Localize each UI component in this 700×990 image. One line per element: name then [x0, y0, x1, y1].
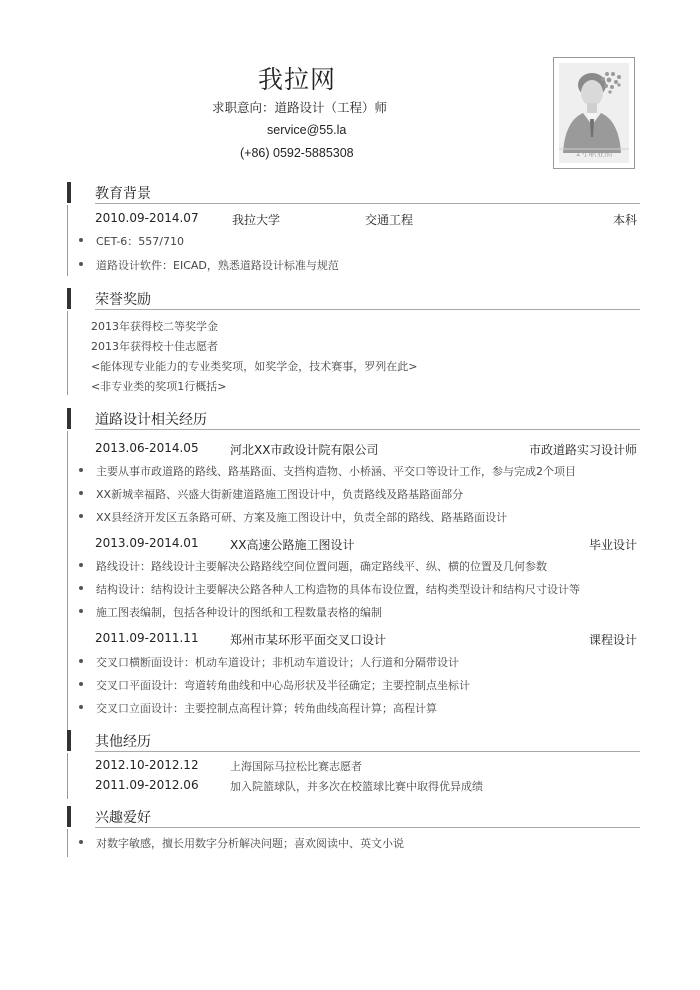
- profile-photo: [553, 57, 635, 169]
- photo-label: 1寸职业照: [575, 149, 613, 158]
- section-header: [67, 729, 640, 753]
- school-name: 我拉大学: [232, 213, 281, 227]
- bullet-icon: [79, 586, 83, 590]
- bullet-text: 道路设计软件：EICAD，熟悉道路设计标准与规范: [96, 259, 339, 272]
- section-honors: [67, 287, 640, 395]
- bullet-icon: [79, 468, 83, 472]
- list-item: [67, 651, 640, 671]
- section-title: 兴趣爱好: [95, 810, 151, 826]
- organization-name: 河北XX市政设计院有限公司: [230, 443, 379, 457]
- experience-period: 2013.09-2014.01: [95, 536, 199, 550]
- list-item: [67, 254, 640, 274]
- list-item: [67, 755, 640, 775]
- honors-body: [67, 311, 640, 395]
- section-divider: [95, 203, 640, 204]
- education-body: [67, 205, 640, 276]
- section-experience: [67, 407, 640, 731]
- hobbies-body: [67, 829, 640, 857]
- resume-header: [0, 0, 700, 180]
- bullet-icon: [79, 563, 83, 567]
- organization-name: XX高速公路施工图设计: [230, 538, 355, 552]
- section-title: 教育背景: [95, 186, 151, 202]
- list-item: [67, 315, 640, 335]
- list-item: [67, 674, 640, 694]
- major-name: 交通工程: [365, 213, 414, 227]
- list-item: [67, 555, 640, 575]
- other-description: 上海国际马拉松比赛志愿者: [230, 760, 362, 773]
- section-marker: [67, 408, 71, 429]
- section-divider: [95, 429, 640, 430]
- section-hobbies: [67, 805, 640, 857]
- experience-period: 2013.06-2014.05: [95, 441, 199, 455]
- list-item: [67, 335, 640, 355]
- bullet-icon: [79, 262, 83, 266]
- degree-text: 本科: [612, 213, 637, 227]
- experience-period: 2011.09-2011.11: [95, 631, 199, 645]
- bullet-icon: [79, 682, 83, 686]
- applicant-name: 我拉网: [258, 65, 337, 94]
- section-header: [67, 407, 640, 431]
- bullet-icon: [79, 491, 83, 495]
- experience-row: [67, 533, 640, 553]
- bullet-icon: [79, 609, 83, 613]
- bullet-text: 交叉口横断面设计：机动车道设计；非机动车道设计；人行道和分隔带设计: [96, 656, 459, 669]
- section-marker: [67, 182, 71, 203]
- list-item: [67, 832, 640, 852]
- honor-text: <能体现专业能力的专业类奖项，如奖学金，技术赛事，罗列在此>: [91, 360, 418, 373]
- other-description: 加入院篮球队，并多次在校篮球比赛中取得优异成绩: [230, 780, 483, 793]
- avatar: [559, 63, 629, 163]
- bullet-icon: [79, 659, 83, 663]
- role-text: 市政道路实习设计师: [528, 443, 637, 457]
- other-period: 2012.10-2012.12: [95, 758, 199, 772]
- list-item: [67, 355, 640, 375]
- list-item: [67, 460, 640, 480]
- list-item: [67, 775, 640, 795]
- section-marker: [67, 806, 71, 827]
- bullet-icon: [79, 238, 83, 242]
- role-text: 毕业设计: [588, 538, 637, 552]
- email-text: service@55.la: [267, 123, 347, 137]
- list-item: [67, 697, 640, 717]
- education-period: 2010.09-2014.07: [95, 211, 199, 225]
- section-marker: [67, 730, 71, 751]
- section-title: 荣誉奖励: [95, 292, 151, 308]
- bullet-text: 结构设计：结构设计主要解决公路各种人工构造物的具体布设位置，结构类型设计和结构尺寸设计等: [96, 583, 580, 596]
- bullet-text: 施工图表编制，包括各种设计的图纸和工程数量表格的编制: [96, 606, 382, 619]
- other-period: 2011.09-2012.06: [95, 778, 199, 792]
- list-item: [67, 601, 640, 621]
- list-item: [67, 230, 640, 250]
- bullet-text: 交叉口平面设计：弯道转角曲线和中心岛形状及半径确定；主要控制点坐标计: [96, 679, 470, 692]
- job-intention: 求职意向：道路设计（工程）师: [212, 100, 388, 115]
- bullet-text: 主要从事市政道路的路线、路基路面、支挡构造物、小桥涵、平交口等设计工作，参与完成2个项目: [96, 465, 576, 478]
- bullet-icon: [79, 705, 83, 709]
- honor-text: <非专业类的奖项1行概括>: [91, 380, 227, 393]
- section-header: [67, 805, 640, 829]
- section-education: [67, 181, 640, 276]
- bullet-text: XX县经济开发区五条路可研、方案及施工图设计中，负责全部的路线、路基路面设计: [96, 511, 508, 524]
- bullet-icon: [79, 840, 83, 844]
- organization-name: 郑州市某环形平面交叉口设计: [230, 633, 387, 647]
- phone-text: (+86) 0592-5885308: [240, 146, 354, 160]
- bullet-icon: [79, 514, 83, 518]
- experience-row: [67, 628, 640, 648]
- bullet-text: XX新城幸福路、兴盛大街新建道路施工图设计中，负责路线及路基路面部分: [96, 488, 464, 501]
- section-divider: [95, 827, 640, 828]
- bullet-text: 交叉口立面设计：主要控制点高程计算；转角曲线高程计算；高程计算: [96, 702, 437, 715]
- section-other-experience: [67, 729, 640, 799]
- list-item: [67, 578, 640, 598]
- education-row: [67, 208, 640, 228]
- bullet-text: CET-6：557/710: [96, 235, 185, 248]
- section-title: 道路设计相关经历: [95, 412, 207, 428]
- experience-body: [67, 431, 640, 731]
- role-text: 课程设计: [588, 633, 637, 647]
- list-item: [67, 506, 640, 526]
- list-item: [67, 483, 640, 503]
- honor-text: 2013年获得校十佳志愿者: [91, 340, 218, 353]
- section-divider: [95, 751, 640, 752]
- list-item: [67, 375, 640, 395]
- section-marker: [67, 288, 71, 309]
- honor-text: 2013年获得校二等奖学金: [91, 320, 218, 333]
- bullet-text: 对数字敏感，擅长用数字分析解决问题；喜欢阅读中、英文小说: [96, 837, 404, 850]
- section-header: [67, 181, 640, 205]
- experience-row: [67, 438, 640, 458]
- section-header: [67, 287, 640, 311]
- bullet-text: 路线设计：路线设计主要解决公路路线空间位置问题，确定路线平、纵、横的位置及几何参数: [96, 560, 547, 573]
- other-body: [67, 753, 640, 799]
- section-title: 其他经历: [95, 734, 151, 750]
- section-divider: [95, 309, 640, 310]
